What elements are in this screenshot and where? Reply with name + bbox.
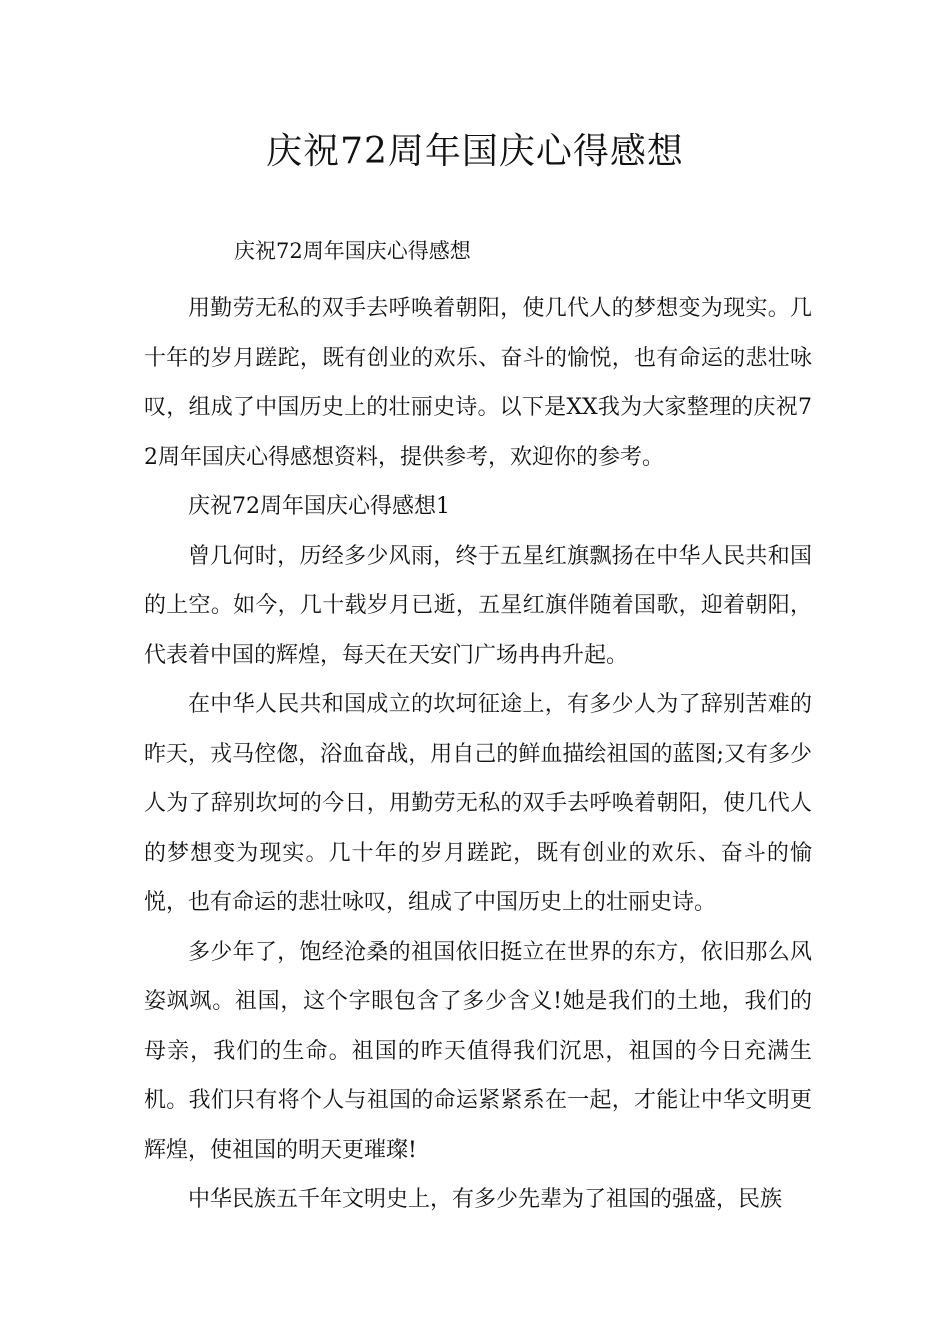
body-paragraph-4: 中华民族五千年文明史上，有多少先辈为了祖国的强盛，民族 xyxy=(188,1187,783,1212)
body-paragraph-2: 在中华人民共和国成立的坎坷征途上，有多少人为了辞别苦难的昨天，戎马倥偬，浴血奋战，用自己的鲜血描绘祖国的蓝图;又有多少人为了辞别坎坷的今日，用勤劳无私的双手去呼唤着朝阳，使几代人的梦想变为现实。几十年的岁月蹉跎，既有创业的欢乐、奋斗的愉悦，也有命运的悲壮咏叹，组成了中国历史上的壮丽史诗。 xyxy=(144,692,812,915)
body-paragraph-1: 曾几何时，历经多少风雨，终于五星红旗飘扬在中华人民共和国的上空。如今，几十载岁月已逝，五星红旗伴随着国歌，迎着朝阳，代表着中国的辉煌，每天在天安门广场冉冉升起。 xyxy=(144,543,812,668)
document-title: 庆祝72周年国庆心得感想 xyxy=(266,131,684,172)
document-subtitle: 庆祝72周年国庆心得感想 xyxy=(234,239,471,263)
body-paragraph-3: 多少年了，饱经沧桑的祖国依旧挺立在世界的东方，依旧那么风姿飒飒。祖国，这个字眼包含了多少含义!她是我们的土地，我们的母亲，我们的生命。祖国的昨天值得我们沉思，祖国的今日充满生机。我们只有将个人与祖国的命运紧紧系在一起，才能让中华文明更辉煌，使祖国的明天更璀璨! xyxy=(144,939,812,1163)
document-body xyxy=(144,234,812,1225)
section-heading: 庆祝72周年国庆心得感想1 xyxy=(188,494,450,519)
intro-paragraph: 用勤劳无私的双手去呼唤着朝阳，使几代人的梦想变为现实。几十年的岁月蹉跎，既有创业的欢乐、奋斗的愉悦，也有命运的悲壮咏叹，组成了中国历史上的壮丽史诗。以下是XX我为大家整理的庆祝72周年国庆心得感想资料，提供参考，欢迎你的参考。 xyxy=(144,296,812,470)
